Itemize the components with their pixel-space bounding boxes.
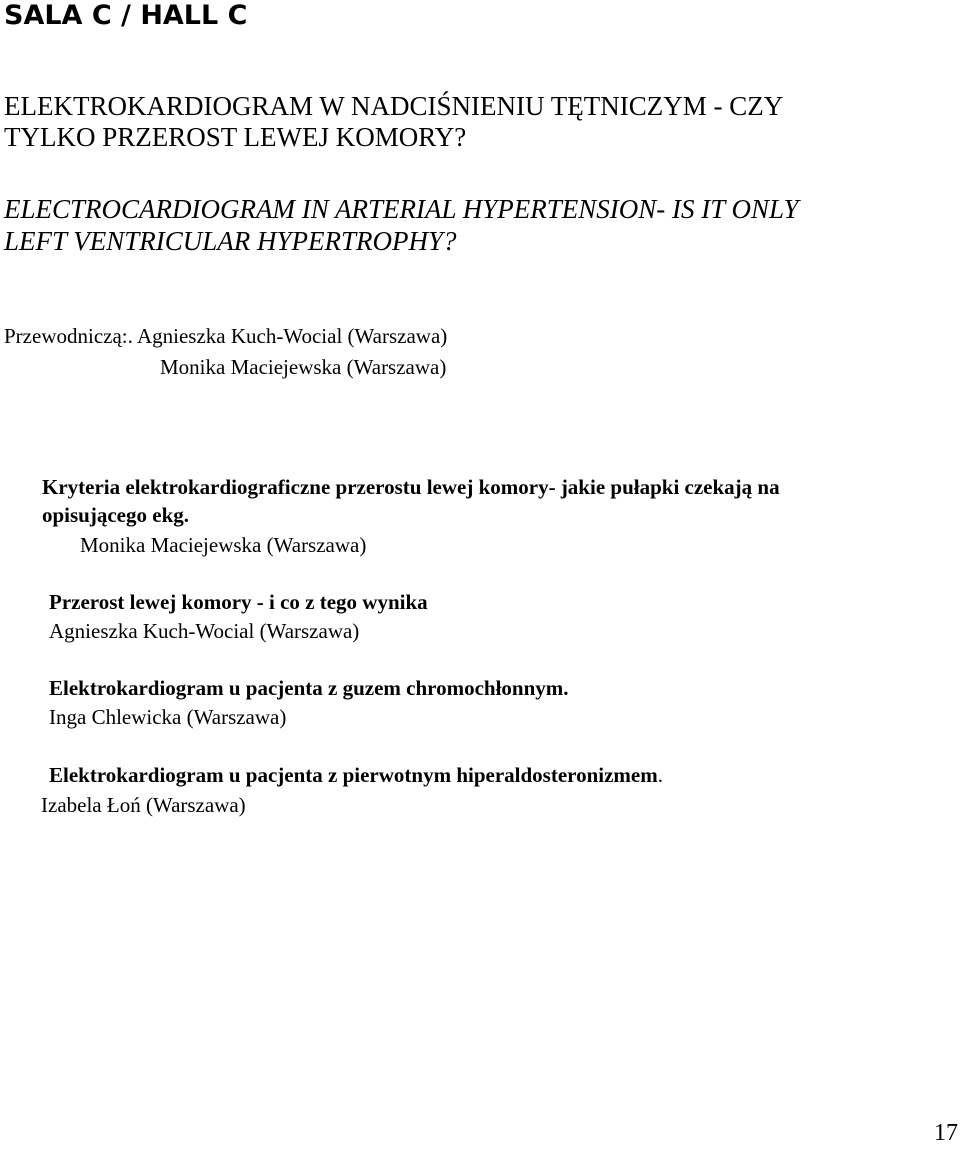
chairs-line <box>4 324 447 349</box>
talk-1-title-line-1: Kryteria elektrokardiograficzne przerostu lewej komory- jakie pułapki czekają na <box>42 475 780 499</box>
page-number: 17 <box>934 1120 958 1146</box>
session-title-english <box>4 193 799 257</box>
talk-4-title-text: Elektrokardiogram u pacjenta z pierwotnym hiperaldosteronizmem <box>49 763 658 787</box>
talk-4-title <box>49 761 663 789</box>
talk-2-title: Przerost lewej komory - i co z tego wynika <box>49 590 428 614</box>
session-title-english-line-2: LEFT VENTRICULAR HYPERTROPHY? <box>4 226 457 256</box>
talk-2-speaker: Agnieszka Kuch-Wocial (Warszawa) <box>49 619 360 643</box>
chairs-label: Przewodniczą:. <box>4 324 133 348</box>
session-title-english-line-1: ELECTROCARDIOGRAM IN ARTERIAL HYPERTENSION- IS IT ONLY <box>4 194 799 224</box>
talk-1-title-line-2: opisującego ekg. <box>42 503 189 527</box>
talk-1-speaker: Monika Maciejewska (Warszawa) <box>80 533 367 557</box>
talk-3-speaker: Inga Chlewicka (Warszawa) <box>49 705 287 729</box>
hall-heading: SALA C / HALL C <box>4 0 248 31</box>
session-title-polish-line-2: TYLKO PRZEROST LEWEJ KOMORY? <box>4 122 467 152</box>
chair-1: Agnieszka Kuch-Wocial (Warszawa) <box>136 324 448 348</box>
session-title-polish <box>4 91 783 153</box>
session-title-polish-line-1: ELEKTROKARDIOGRAM W NADCIŚNIENIU TĘTNICZYM - CZY <box>4 91 784 121</box>
chair-2: Monika Maciejewska (Warszawa) <box>160 355 447 379</box>
talk-4-speaker: Izabela Łoń (Warszawa) <box>41 793 246 817</box>
talk-4-title-period: . <box>657 763 663 787</box>
talk-1-title <box>42 473 780 529</box>
talk-3-title: Elektrokardiogram u pacjenta z guzem chromochłonnym. <box>49 676 569 700</box>
